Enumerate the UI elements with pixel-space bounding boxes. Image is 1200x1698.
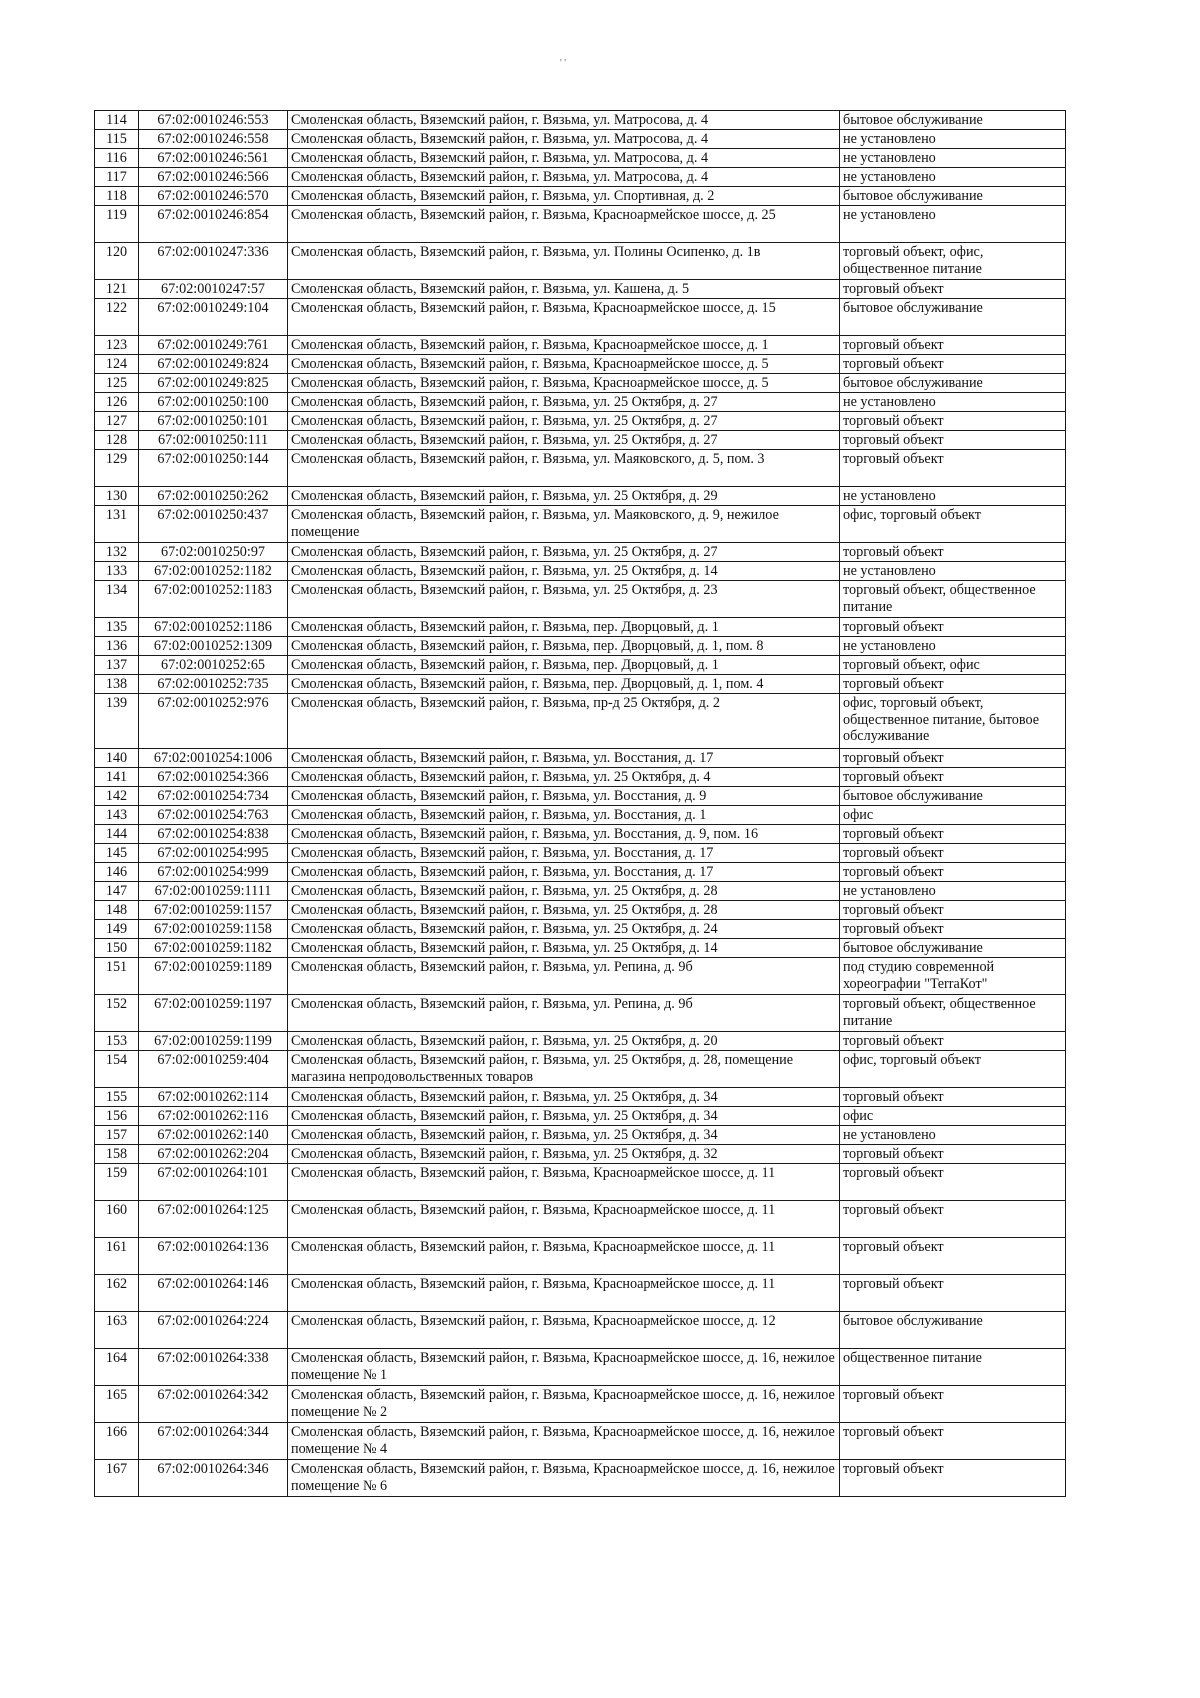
- row-number-cell: 146: [95, 863, 139, 882]
- table-row: [95, 450, 1066, 487]
- table-row: [95, 130, 1066, 149]
- usage-type-cell: торговый объект: [840, 431, 1066, 450]
- address-cell: Смоленская область, Вяземский район, г. Вязьма, ул. Восстания, д. 17: [288, 749, 840, 768]
- row-number-cell: 136: [95, 637, 139, 656]
- table-row: [95, 336, 1066, 355]
- cadastral-number-cell: 67:02:0010247:336: [139, 243, 288, 280]
- cadastral-number-cell: 67:02:0010259:1197: [139, 995, 288, 1032]
- cadastral-number-cell: 67:02:0010246:854: [139, 206, 288, 243]
- address-cell: Смоленская область, Вяземский район, г. Вязьма, Красноармейское шоссе, д. 12: [288, 1312, 840, 1349]
- table-row: [95, 656, 1066, 675]
- address-cell: Смоленская область, Вяземский район, г. Вязьма, Красноармейское шоссе, д. 11: [288, 1201, 840, 1238]
- address-cell: Смоленская область, Вяземский район, г. Вязьма, ул. 25 Октября, д. 20: [288, 1032, 840, 1051]
- table-row: [95, 1145, 1066, 1164]
- cadastral-number-cell: 67:02:0010246:558: [139, 130, 288, 149]
- row-number-cell: 149: [95, 920, 139, 939]
- cadastral-number-cell: 67:02:0010249:104: [139, 299, 288, 336]
- row-number-cell: 148: [95, 901, 139, 920]
- usage-type-cell: бытовое обслуживание: [840, 299, 1066, 336]
- usage-type-cell: бытовое обслуживание: [840, 111, 1066, 130]
- address-cell: Смоленская область, Вяземский район, г. Вязьма, Красноармейское шоссе, д. 16, нежилое помещение № 4: [288, 1423, 840, 1460]
- table-row: [95, 187, 1066, 206]
- row-number-cell: 119: [95, 206, 139, 243]
- row-number-cell: 129: [95, 450, 139, 487]
- table-row: [95, 111, 1066, 130]
- cadastral-number-cell: 67:02:0010249:825: [139, 374, 288, 393]
- row-number-cell: 128: [95, 431, 139, 450]
- row-number-cell: 118: [95, 187, 139, 206]
- address-cell: Смоленская область, Вяземский район, г. Вязьма, Красноармейское шоссе, д. 5: [288, 355, 840, 374]
- cadastral-number-cell: 67:02:0010259:1199: [139, 1032, 288, 1051]
- usage-type-cell: торговый объект: [840, 1145, 1066, 1164]
- row-number-cell: 160: [95, 1201, 139, 1238]
- cadastral-number-cell: 67:02:0010254:1006: [139, 749, 288, 768]
- usage-type-cell: торговый объект: [840, 1386, 1066, 1423]
- cadastral-number-cell: 67:02:0010264:342: [139, 1386, 288, 1423]
- row-number-cell: 152: [95, 995, 139, 1032]
- row-number-cell: 163: [95, 1312, 139, 1349]
- table-row: [95, 1275, 1066, 1312]
- address-cell: Смоленская область, Вяземский район, г. Вязьма, ул. Восстания, д. 17: [288, 863, 840, 882]
- table-row: [95, 487, 1066, 506]
- usage-type-cell: не установлено: [840, 393, 1066, 412]
- table-row: [95, 280, 1066, 299]
- usage-type-cell: под студию современной хореографии "TerraКот": [840, 958, 1066, 995]
- row-number-cell: 114: [95, 111, 139, 130]
- row-number-cell: 134: [95, 581, 139, 618]
- usage-type-cell: общественное питание: [840, 1349, 1066, 1386]
- table-row: [95, 562, 1066, 581]
- usage-type-cell: торговый объект: [840, 749, 1066, 768]
- address-cell: Смоленская область, Вяземский район, г. Вязьма, ул. 25 Октября, д. 32: [288, 1145, 840, 1164]
- cadastral-number-cell: 67:02:0010262:204: [139, 1145, 288, 1164]
- usage-type-cell: не установлено: [840, 149, 1066, 168]
- row-number-cell: 140: [95, 749, 139, 768]
- usage-type-cell: торговый объект: [840, 280, 1066, 299]
- table-row: [95, 1032, 1066, 1051]
- address-cell: Смоленская область, Вяземский район, г. Вязьма, ул. Спортивная, д. 2: [288, 187, 840, 206]
- usage-type-cell: не установлено: [840, 206, 1066, 243]
- usage-type-cell: торговый объект: [840, 844, 1066, 863]
- table-row: [95, 1423, 1066, 1460]
- address-cell: Смоленская область, Вяземский район, г. Вязьма, пер. Дворцовый, д. 1: [288, 618, 840, 637]
- cadastral-number-cell: 67:02:0010254:999: [139, 863, 288, 882]
- table-row: [95, 806, 1066, 825]
- cadastral-number-cell: 67:02:0010262:140: [139, 1126, 288, 1145]
- table-row: [95, 995, 1066, 1032]
- table-row: [95, 882, 1066, 901]
- usage-type-cell: торговый объект: [840, 1460, 1066, 1497]
- row-number-cell: 139: [95, 694, 139, 749]
- address-cell: Смоленская область, Вяземский район, г. Вязьма, ул. Матросова, д. 4: [288, 168, 840, 187]
- row-number-cell: 141: [95, 768, 139, 787]
- usage-type-cell: офис, торговый объект, общественное питание, бытовое обслуживание: [840, 694, 1066, 749]
- address-cell: Смоленская область, Вяземский район, г. Вязьма, ул. 25 Октября, д. 34: [288, 1088, 840, 1107]
- address-cell: Смоленская область, Вяземский район, г. Вязьма, пер. Дворцовый, д. 1, пом. 4: [288, 675, 840, 694]
- cadastral-number-cell: 67:02:0010250:437: [139, 506, 288, 543]
- cadastral-number-cell: 67:02:0010254:763: [139, 806, 288, 825]
- usage-type-cell: бытовое обслуживание: [840, 1312, 1066, 1349]
- usage-type-cell: торговый объект: [840, 1201, 1066, 1238]
- cadastral-number-cell: 67:02:0010250:111: [139, 431, 288, 450]
- row-number-cell: 164: [95, 1349, 139, 1386]
- table-row: [95, 355, 1066, 374]
- table-row: [95, 431, 1066, 450]
- row-number-cell: 151: [95, 958, 139, 995]
- address-cell: Смоленская область, Вяземский район, г. Вязьма, ул. Кашена, д. 5: [288, 280, 840, 299]
- address-cell: Смоленская область, Вяземский район, г. Вязьма, ул. Репина, д. 9б: [288, 958, 840, 995]
- usage-type-cell: офис, торговый объект: [840, 506, 1066, 543]
- table-row: [95, 768, 1066, 787]
- usage-type-cell: торговый объект: [840, 1088, 1066, 1107]
- cadastral-number-cell: 67:02:0010264:224: [139, 1312, 288, 1349]
- address-cell: Смоленская область, Вяземский район, г. Вязьма, ул. 25 Октября, д. 27: [288, 543, 840, 562]
- table-row: [95, 749, 1066, 768]
- address-cell: Смоленская область, Вяземский район, г. Вязьма, ул. Репина, д. 9б: [288, 995, 840, 1032]
- cadastral-number-cell: 67:02:0010264:101: [139, 1164, 288, 1201]
- address-cell: Смоленская область, Вяземский район, г. Вязьма, Красноармейское шоссе, д. 16, нежилое помещение № 1: [288, 1349, 840, 1386]
- address-cell: Смоленская область, Вяземский район, г. Вязьма, ул. 25 Октября, д. 14: [288, 562, 840, 581]
- row-number-cell: 167: [95, 1460, 139, 1497]
- cadastral-number-cell: 67:02:0010262:114: [139, 1088, 288, 1107]
- table-row: [95, 1164, 1066, 1201]
- table-row: [95, 1386, 1066, 1423]
- cadastral-number-cell: 67:02:0010252:735: [139, 675, 288, 694]
- cadastral-number-cell: 67:02:0010264:136: [139, 1238, 288, 1275]
- usage-type-cell: офис: [840, 806, 1066, 825]
- address-cell: Смоленская область, Вяземский район, г. Вязьма, Красноармейское шоссе, д. 16, нежилое помещение № 6: [288, 1460, 840, 1497]
- usage-type-cell: торговый объект: [840, 1164, 1066, 1201]
- table-row: [95, 1107, 1066, 1126]
- cadastral-number-cell: 67:02:0010259:1157: [139, 901, 288, 920]
- row-number-cell: 165: [95, 1386, 139, 1423]
- table-row: [95, 299, 1066, 336]
- address-cell: Смоленская область, Вяземский район, г. Вязьма, ул. Матросова, д. 4: [288, 149, 840, 168]
- table-row: [95, 1126, 1066, 1145]
- table-row: [95, 958, 1066, 995]
- cadastral-number-cell: 67:02:0010250:100: [139, 393, 288, 412]
- address-cell: Смоленская область, Вяземский район, г. Вязьма, ул. 25 Октября, д. 28, помещение магазина непродовольственных товаров: [288, 1051, 840, 1088]
- usage-type-cell: торговый объект: [840, 675, 1066, 694]
- usage-type-cell: не установлено: [840, 562, 1066, 581]
- cadastral-number-cell: 67:02:0010264:346: [139, 1460, 288, 1497]
- address-cell: Смоленская область, Вяземский район, г. Вязьма, пр-д 25 Октября, д. 2: [288, 694, 840, 749]
- usage-type-cell: торговый объект: [840, 1238, 1066, 1275]
- row-number-cell: 155: [95, 1088, 139, 1107]
- row-number-cell: 133: [95, 562, 139, 581]
- address-cell: Смоленская область, Вяземский район, г. Вязьма, Красноармейское шоссе, д. 16, нежилое помещение № 2: [288, 1386, 840, 1423]
- cadastral-number-cell: 67:02:0010252:1182: [139, 562, 288, 581]
- table-row: [95, 1201, 1066, 1238]
- address-cell: Смоленская область, Вяземский район, г. Вязьма, ул. 25 Октября, д. 28: [288, 882, 840, 901]
- row-number-cell: 144: [95, 825, 139, 844]
- row-number-cell: 154: [95, 1051, 139, 1088]
- table-row: [95, 939, 1066, 958]
- address-cell: Смоленская область, Вяземский район, г. Вязьма, ул. Восстания, д. 17: [288, 844, 840, 863]
- usage-type-cell: не установлено: [840, 1126, 1066, 1145]
- usage-type-cell: торговый объект: [840, 412, 1066, 431]
- cadastral-number-cell: 67:02:0010259:404: [139, 1051, 288, 1088]
- row-number-cell: 117: [95, 168, 139, 187]
- cadastral-number-cell: 67:02:0010246:570: [139, 187, 288, 206]
- table-row: [95, 374, 1066, 393]
- usage-type-cell: торговый объект: [840, 618, 1066, 637]
- address-cell: Смоленская область, Вяземский район, г. Вязьма, ул. 25 Октября, д. 27: [288, 431, 840, 450]
- address-cell: Смоленская область, Вяземский район, г. Вязьма, Красноармейское шоссе, д. 5: [288, 374, 840, 393]
- row-number-cell: 153: [95, 1032, 139, 1051]
- table-row: [95, 901, 1066, 920]
- row-number-cell: 124: [95, 355, 139, 374]
- row-number-cell: 125: [95, 374, 139, 393]
- usage-type-cell: торговый объект: [840, 1032, 1066, 1051]
- table-row: [95, 149, 1066, 168]
- address-cell: Смоленская область, Вяземский район, г. Вязьма, ул. 25 Октября, д. 4: [288, 768, 840, 787]
- row-number-cell: 161: [95, 1238, 139, 1275]
- cadastral-number-cell: 67:02:0010250:144: [139, 450, 288, 487]
- table-row: [95, 168, 1066, 187]
- address-cell: Смоленская область, Вяземский район, г. Вязьма, Красноармейское шоссе, д. 11: [288, 1238, 840, 1275]
- table-row: [95, 637, 1066, 656]
- cadastral-number-cell: 67:02:0010252:1309: [139, 637, 288, 656]
- cadastral-number-cell: 67:02:0010250:97: [139, 543, 288, 562]
- usage-type-cell: торговый объект, офис, общественное питание: [840, 243, 1066, 280]
- cadastral-number-cell: 67:02:0010254:995: [139, 844, 288, 863]
- cadastral-number-cell: 67:02:0010250:262: [139, 487, 288, 506]
- table-row: [95, 543, 1066, 562]
- cadastral-number-cell: 67:02:0010254:366: [139, 768, 288, 787]
- cadastral-number-cell: 67:02:0010252:976: [139, 694, 288, 749]
- cadastral-number-cell: 67:02:0010252:1186: [139, 618, 288, 637]
- row-number-cell: 126: [95, 393, 139, 412]
- address-cell: Смоленская область, Вяземский район, г. Вязьма, ул. Маяковского, д. 9, нежилое помещение: [288, 506, 840, 543]
- address-cell: Смоленская область, Вяземский район, г. Вязьма, ул. Восстания, д. 1: [288, 806, 840, 825]
- table-row: [95, 412, 1066, 431]
- usage-type-cell: торговый объект: [840, 543, 1066, 562]
- row-number-cell: 142: [95, 787, 139, 806]
- table-row: [95, 844, 1066, 863]
- address-cell: Смоленская область, Вяземский район, г. Вязьма, Красноармейское шоссе, д. 11: [288, 1275, 840, 1312]
- row-number-cell: 159: [95, 1164, 139, 1201]
- address-cell: Смоленская область, Вяземский район, г. Вязьма, ул. Маяковского, д. 5, пом. 3: [288, 450, 840, 487]
- usage-type-cell: не установлено: [840, 168, 1066, 187]
- address-cell: Смоленская область, Вяземский район, г. Вязьма, ул. 25 Октября, д. 29: [288, 487, 840, 506]
- address-cell: Смоленская область, Вяземский район, г. Вязьма, Красноармейское шоссе, д. 15: [288, 299, 840, 336]
- table-row: [95, 243, 1066, 280]
- usage-type-cell: торговый объект: [840, 920, 1066, 939]
- table-row: [95, 1088, 1066, 1107]
- cadastral-number-cell: 67:02:0010262:116: [139, 1107, 288, 1126]
- cadastral-number-cell: 67:02:0010247:57: [139, 280, 288, 299]
- usage-type-cell: торговый объект: [840, 768, 1066, 787]
- address-cell: Смоленская область, Вяземский район, г. Вязьма, ул. 25 Октября, д. 23: [288, 581, 840, 618]
- row-number-cell: 131: [95, 506, 139, 543]
- cadastral-number-cell: 67:02:0010246:561: [139, 149, 288, 168]
- row-number-cell: 157: [95, 1126, 139, 1145]
- usage-type-cell: торговый объект: [840, 901, 1066, 920]
- address-cell: Смоленская область, Вяземский район, г. Вязьма, ул. Восстания, д. 9: [288, 787, 840, 806]
- cadastral-number-cell: 67:02:0010259:1182: [139, 939, 288, 958]
- usage-type-cell: торговый объект: [840, 825, 1066, 844]
- row-number-cell: 135: [95, 618, 139, 637]
- address-cell: Смоленская область, Вяземский район, г. Вязьма, ул. 25 Октября, д. 24: [288, 920, 840, 939]
- cadastral-number-cell: 67:02:0010254:734: [139, 787, 288, 806]
- usage-type-cell: не установлено: [840, 487, 1066, 506]
- address-cell: Смоленская область, Вяземский район, г. Вязьма, пер. Дворцовый, д. 1, пом. 8: [288, 637, 840, 656]
- address-cell: Смоленская область, Вяземский район, г. Вязьма, ул. 25 Октября, д. 27: [288, 393, 840, 412]
- usage-type-cell: бытовое обслуживание: [840, 187, 1066, 206]
- row-number-cell: 137: [95, 656, 139, 675]
- address-cell: Смоленская область, Вяземский район, г. Вязьма, ул. 25 Октября, д. 14: [288, 939, 840, 958]
- row-number-cell: 122: [95, 299, 139, 336]
- address-cell: Смоленская область, Вяземский район, г. Вязьма, пер. Дворцовый, д. 1: [288, 656, 840, 675]
- usage-type-cell: торговый объект: [840, 1275, 1066, 1312]
- address-cell: Смоленская область, Вяземский район, г. Вязьма, Красноармейское шоссе, д. 1: [288, 336, 840, 355]
- cadastral-number-cell: 67:02:0010259:1189: [139, 958, 288, 995]
- scan-mark: ' ': [560, 58, 567, 69]
- usage-type-cell: бытовое обслуживание: [840, 939, 1066, 958]
- table-row: [95, 506, 1066, 543]
- cadastral-number-cell: 67:02:0010264:338: [139, 1349, 288, 1386]
- row-number-cell: 130: [95, 487, 139, 506]
- table-row: [95, 581, 1066, 618]
- table-row: [95, 1051, 1066, 1088]
- cadastral-number-cell: 67:02:0010252:1183: [139, 581, 288, 618]
- cadastral-number-cell: 67:02:0010246:566: [139, 168, 288, 187]
- row-number-cell: 158: [95, 1145, 139, 1164]
- table-row: [95, 675, 1066, 694]
- row-number-cell: 145: [95, 844, 139, 863]
- usage-type-cell: торговый объект, общественное питание: [840, 995, 1066, 1032]
- usage-type-cell: торговый объект: [840, 863, 1066, 882]
- cadastral-number-cell: 67:02:0010246:553: [139, 111, 288, 130]
- address-cell: Смоленская область, Вяземский район, г. Вязьма, ул. 25 Октября, д. 34: [288, 1107, 840, 1126]
- table-row: [95, 1238, 1066, 1275]
- address-cell: Смоленская область, Вяземский район, г. Вязьма, ул. Полины Осипенко, д. 1в: [288, 243, 840, 280]
- table-row: [95, 1349, 1066, 1386]
- row-number-cell: 138: [95, 675, 139, 694]
- address-cell: Смоленская область, Вяземский район, г. Вязьма, ул. 25 Октября, д. 28: [288, 901, 840, 920]
- cadastral-number-cell: 67:02:0010254:838: [139, 825, 288, 844]
- usage-type-cell: офис: [840, 1107, 1066, 1126]
- cadastral-number-cell: 67:02:0010264:344: [139, 1423, 288, 1460]
- cadastral-number-cell: 67:02:0010259:1158: [139, 920, 288, 939]
- table-row: [95, 1460, 1066, 1497]
- address-cell: Смоленская область, Вяземский район, г. Вязьма, Красноармейское шоссе, д. 11: [288, 1164, 840, 1201]
- row-number-cell: 116: [95, 149, 139, 168]
- table-row: [95, 618, 1066, 637]
- row-number-cell: 150: [95, 939, 139, 958]
- row-number-cell: 147: [95, 882, 139, 901]
- address-cell: Смоленская область, Вяземский район, г. Вязьма, ул. Восстания, д. 9, пом. 16: [288, 825, 840, 844]
- table-body: [95, 111, 1066, 1497]
- usage-type-cell: бытовое обслуживание: [840, 787, 1066, 806]
- table-row: [95, 787, 1066, 806]
- address-cell: Смоленская область, Вяземский район, г. Вязьма, ул. 25 Октября, д. 27: [288, 412, 840, 431]
- row-number-cell: 166: [95, 1423, 139, 1460]
- usage-type-cell: не установлено: [840, 882, 1066, 901]
- address-cell: Смоленская область, Вяземский район, г. Вязьма, ул. 25 Октября, д. 34: [288, 1126, 840, 1145]
- property-registry-table: [94, 110, 1066, 1497]
- row-number-cell: 162: [95, 1275, 139, 1312]
- cadastral-number-cell: 67:02:0010250:101: [139, 412, 288, 431]
- row-number-cell: 156: [95, 1107, 139, 1126]
- row-number-cell: 143: [95, 806, 139, 825]
- table-row: [95, 920, 1066, 939]
- row-number-cell: 132: [95, 543, 139, 562]
- usage-type-cell: бытовое обслуживание: [840, 374, 1066, 393]
- table-row: [95, 206, 1066, 243]
- cadastral-number-cell: 67:02:0010264:125: [139, 1201, 288, 1238]
- usage-type-cell: не установлено: [840, 130, 1066, 149]
- cadastral-number-cell: 67:02:0010252:65: [139, 656, 288, 675]
- address-cell: Смоленская область, Вяземский район, г. Вязьма, Красноармейское шоссе, д. 25: [288, 206, 840, 243]
- usage-type-cell: торговый объект, офис: [840, 656, 1066, 675]
- cadastral-number-cell: 67:02:0010249:761: [139, 336, 288, 355]
- address-cell: Смоленская область, Вяземский район, г. Вязьма, ул. Матросова, д. 4: [288, 130, 840, 149]
- usage-type-cell: торговый объект: [840, 450, 1066, 487]
- usage-type-cell: торговый объект: [840, 355, 1066, 374]
- usage-type-cell: торговый объект: [840, 1423, 1066, 1460]
- table-row: [95, 393, 1066, 412]
- cadastral-number-cell: 67:02:0010259:1111: [139, 882, 288, 901]
- row-number-cell: 123: [95, 336, 139, 355]
- usage-type-cell: не установлено: [840, 637, 1066, 656]
- row-number-cell: 121: [95, 280, 139, 299]
- row-number-cell: 115: [95, 130, 139, 149]
- table-row: [95, 825, 1066, 844]
- row-number-cell: 127: [95, 412, 139, 431]
- row-number-cell: 120: [95, 243, 139, 280]
- usage-type-cell: торговый объект: [840, 336, 1066, 355]
- usage-type-cell: офис, торговый объект: [840, 1051, 1066, 1088]
- table-row: [95, 694, 1066, 749]
- address-cell: Смоленская область, Вяземский район, г. Вязьма, ул. Матросова, д. 4: [288, 111, 840, 130]
- table-row: [95, 1312, 1066, 1349]
- cadastral-number-cell: 67:02:0010249:824: [139, 355, 288, 374]
- usage-type-cell: торговый объект, общественное питание: [840, 581, 1066, 618]
- cadastral-number-cell: 67:02:0010264:146: [139, 1275, 288, 1312]
- table-row: [95, 863, 1066, 882]
